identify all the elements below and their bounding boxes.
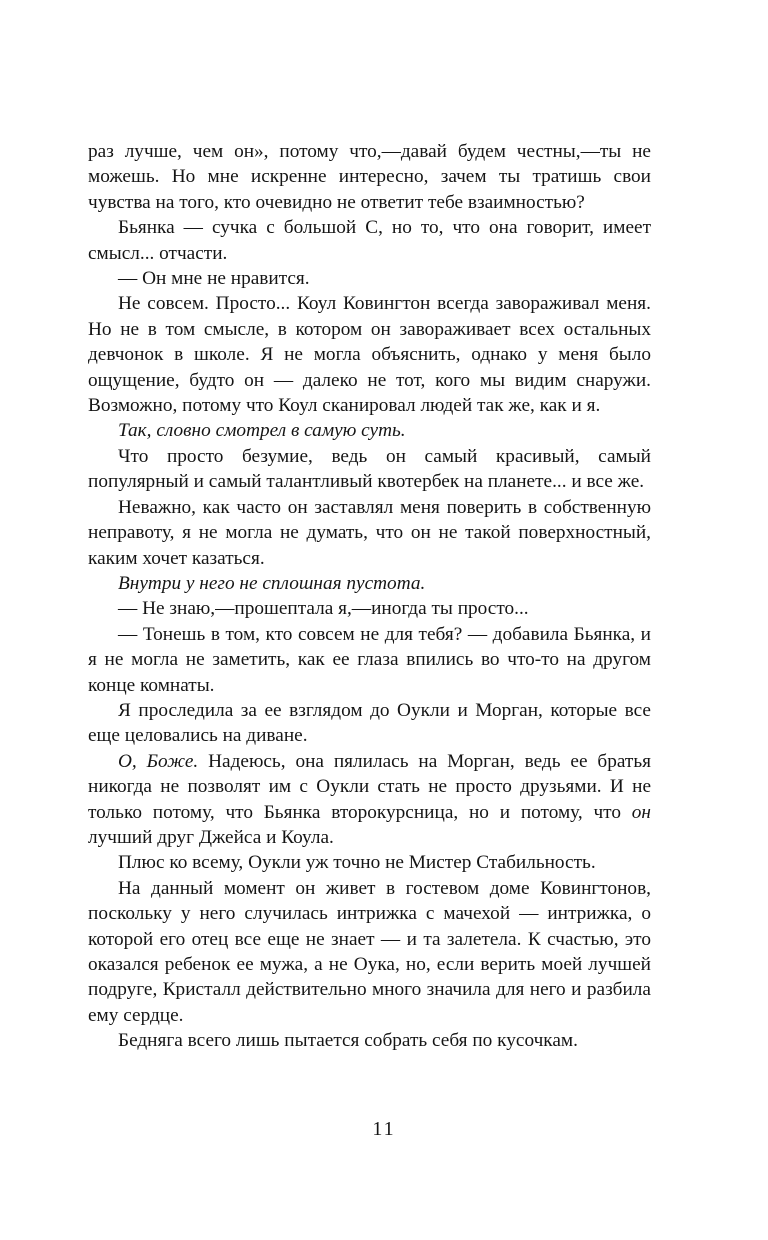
paragraph-12-body: Надеюсь, она пялилась на Морган, ведь ее братья никогда не позволят им с Оукли стать не просто друзьями. И не только потому, что Бьянка второкурсница, но и потому, что [88,750,651,823]
paragraph-5 [88,418,651,443]
paragraph-13: Плюс ко всему, Оукли уж точно не Мистер Стабильность. [118,852,596,874]
italic-emphasis: он [631,801,651,823]
paragraph-12 [88,749,651,851]
italic-thought: Внутри у него не сплошная пустота. [118,572,426,594]
paragraph-3: — Он мне не нравится. [118,268,310,290]
paragraph-8 [88,571,651,596]
paragraph-7: Неважно, как часто он заставлял меня поверить в собственную неправоту, я не могла не думать, что он не такой поверхностный, каким хочет казаться. [88,496,651,569]
italic-exclamation: О, Боже. [118,750,199,772]
page-number: 11 [372,1118,396,1140]
paragraph-4: Не совсем. Просто... Коул Ковингтон всегда завораживал меня. Но не в том смысле, в котором он завораживает всех остальных девчонок в школе. Я не могла объяснить, однако у меня было ощущение, будто он — далеко не тот, кого мы видим снаружи. Возможно, потому что Коул сканировал людей так же, как и я. [88,293,651,417]
paragraph-6: Что просто безумие, ведь он самый красивый, самый популярный и самый талантливый квотербек на планете... и все же. [88,445,651,493]
paragraph-10: — Тонешь в том, кто совсем не для тебя? — добавила Бьянка, и я не могла не заметить, как ее глаза впились во что-то на другом конце комнаты. [88,623,651,696]
page-body [88,139,651,1054]
paragraph-2: Бьянка — сучка с большой С, но то, что она говорит, имеет смысл... отчасти. [88,217,651,264]
paragraph-1: раз лучше, чем он», потому что,—давай будем честны,—ты не можешь. Но мне искренне интересно, зачем ты тратишь свои чувства на того, кто очевидно не ответит тебе взаимностью? [88,141,651,213]
paragraph-12-tail: лучший друг Джейса и Коула. [88,826,334,848]
paragraph-9: — Не знаю,—прошептала я,—иногда ты просто... [118,598,529,620]
paragraph-11: Я проследила за ее взглядом до Оукли и Морган, которые все еще целовались на диване. [88,699,651,747]
paragraph-15: Бедняга всего лишь пытается собрать себя по кусочкам. [118,1030,578,1052]
italic-thought: Так, словно смотрел в самую суть. [118,420,406,442]
paragraph-14: На данный момент он живет в гостевом доме Ковингтонов, поскольку у него случилась интрижка с мачехой — интрижка, о которой его отец все еще не знает — и та залетела. К счастью, это оказался ребенок ее мужа, а не Оука, но, если верить моей лучшей подруге, Кристалл действительно много значила для него и разбила ему сердце. [88,877,651,1026]
